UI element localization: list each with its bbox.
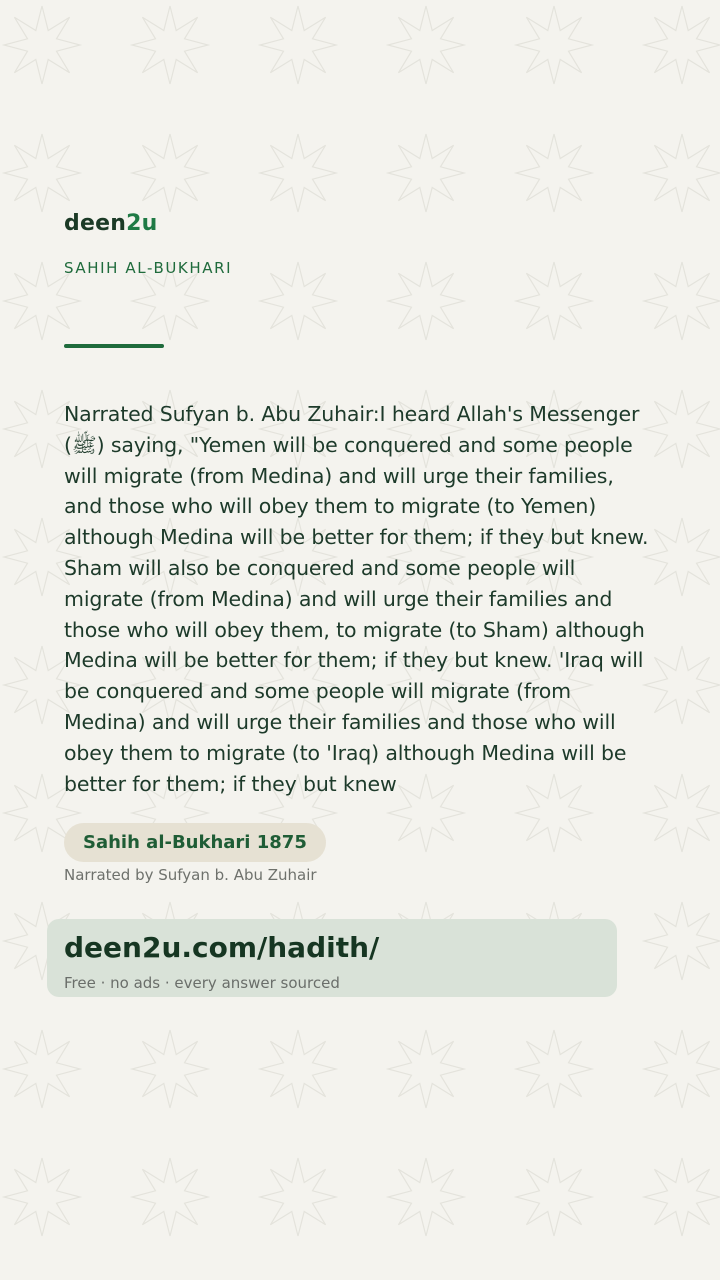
divider (64, 344, 164, 348)
brand-logo (64, 211, 157, 236)
narrator-line: Narrated by Sufyan b. Abu Zuhair (64, 866, 317, 884)
cta-banner[interactable] (47, 919, 617, 997)
reference-badge: Sahih al-Bukhari 1875 (64, 823, 326, 862)
cta-tagline: Free · no ads · every answer sourced (64, 974, 340, 992)
website-link[interactable]: deen2u.com/hadith/ (64, 931, 380, 964)
brand-name-part2: 2u (126, 211, 158, 236)
brand-name-part1: deen (64, 211, 127, 236)
collection-label: SAHIH AL-BUKHARI (64, 259, 233, 277)
hadith-text: Narrated Sufyan b. Abu Zuhair:I heard Allah's Messenger (ﷺ) saying, "Yemen will be conquered and some people will migrate (from Medina) and will urge their families, and those who will obey them to migrate (to Yemen) although Medina will be better for them; if they but knew. Sham will also be conquered and some people will migrate (from Medina) and will urge their families and those who will obey them, to migrate (to Sham) although Medina will be better for them; if they but knew. 'Iraq will be conquered and some people will migrate (from Medina) and will urge their families and those who will obey them to migrate (to 'Iraq) although Medina will be better for them; if they but knew (64, 402, 649, 796)
